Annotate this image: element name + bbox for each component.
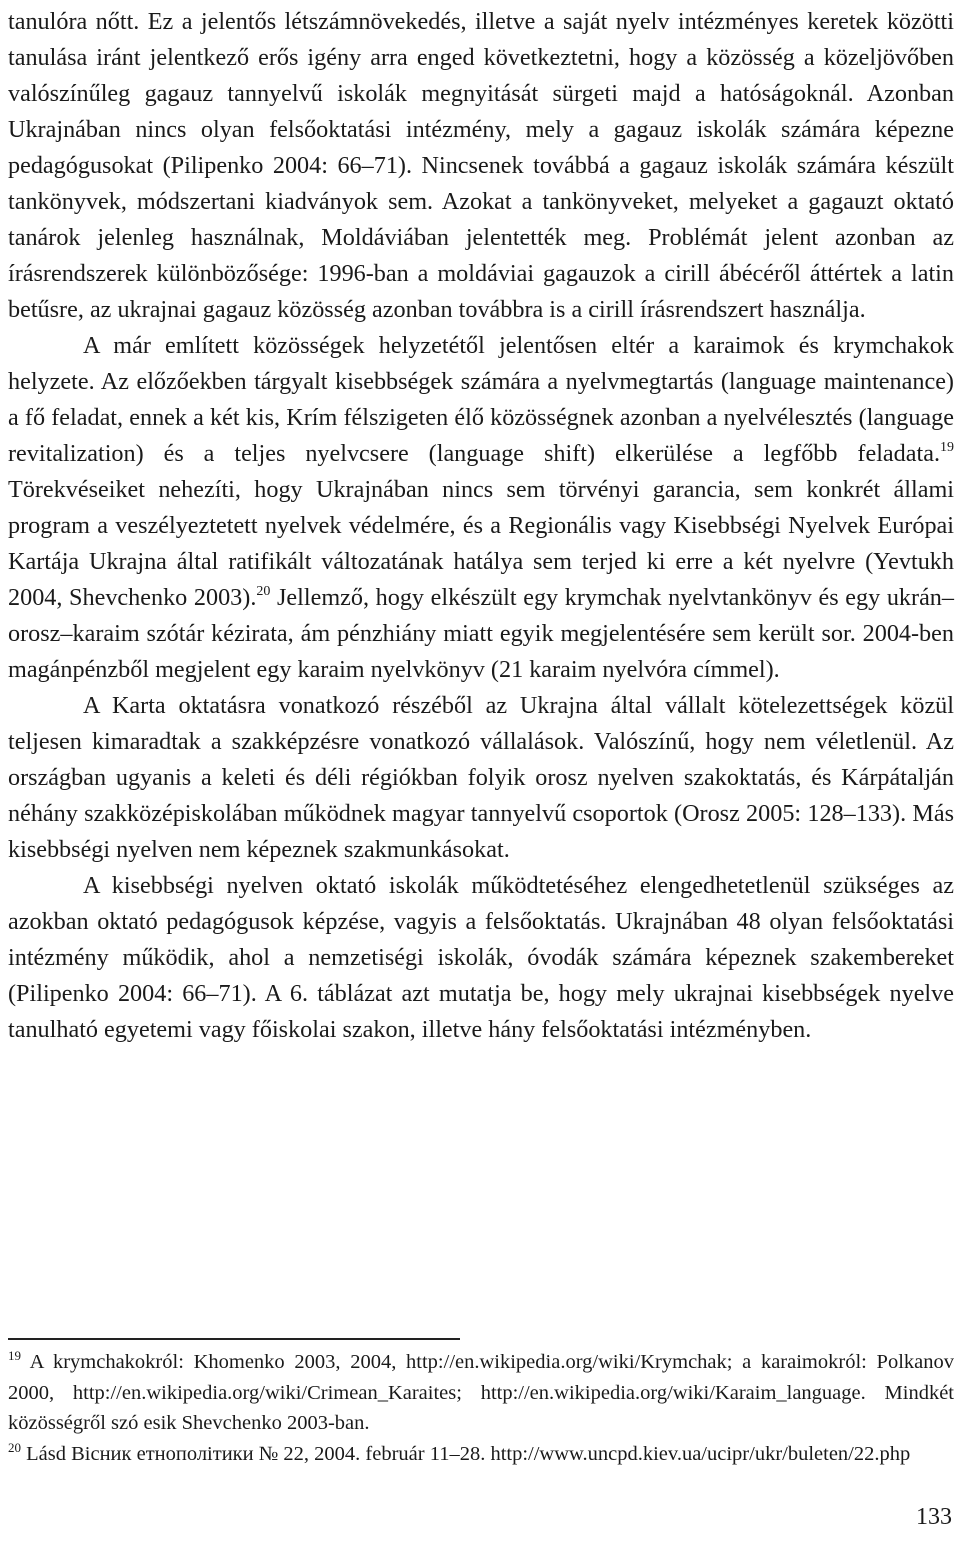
footnote-reference: 20	[256, 584, 271, 599]
footnote-number: 19	[8, 1348, 21, 1363]
footnote-reference: 19	[940, 440, 954, 455]
page-body	[8, 0, 954, 1048]
footnote-text: A krymchakokról: Khomenko 2003, 2004, http://en.wikipedia.org/wiki/Krymchak; a karaimokról: Polkanov 2000, http://en.wikipedia.org/wiki/Crimean_Karaites; http://en.wikipedia.org/wiki/Karaim_language. Mindkét közösségről szó esik Shevchenko 2003-ban.	[8, 1351, 954, 1434]
footnote	[8, 1439, 954, 1470]
footnote-text: Lásd Віcник етнополітики № 22, 2004. február 11–28. http://www.uncpd.kiev.ua/ucipr/ukr/buleten/22.php	[26, 1442, 911, 1465]
footnote	[8, 1347, 954, 1439]
page-number: 133	[916, 1504, 952, 1530]
body-paragraph: tanulóra nőtt. Ez a jelentős létszámnövekedés, illetve a saját nyelv intézményes keretek közötti tanulása iránt jelentkező erős igény arra enged következtetni, hogy a közösség a közeljövőben valószínűleg gagauz tannyelvű iskolák megnyitását sürgeti majd a hatóságoknál. Azonban Ukrajnában nincs olyan felsőoktatási intézmény, mely a gagauz iskolák számára képezne pedagógusokat (Pilipenko 2004: 66–71). Nincsenek továbbá a gagauz iskolák számára készült tankönyvek, módszertani kiadványok sem. Azokat a tankönyveket, melyeket a gagauzt oktató tanárok jelenleg használnak, Moldáviában jelentették meg. Problémát jelent azonban az írásrendszerek különbözősége: 1996-ban a moldáviai gagauzok a cirill ábécéről áttértek a latin betűsre, az ukrajnai gagauz közösség azonban továbbra is a cirill írásrendszert használja.	[8, 8, 954, 323]
footnote-separator	[8, 1338, 460, 1340]
body-paragraph: A már említett közösségek helyzetétől jelentősen eltér a karaimok és krymchakok helyzete. Az előzőekben tárgyalt kisebbségek számára a nyelvmegtartás (language maintenance) a fő feladat, ennek a két kis, Krím félszigeten élő közösségnek azonban a nyelvélesztés (language revitalization) és a teljes nyelvcsere (language shift) elkerülése a legfőbb feladata.$^{19}$ Törekvéseiket nehezíti, hogy Ukrajnában nincs sem törvényi garancia, sem konkrét állami program a veszélyeztetett nyelvek védelmére, és a Regionális vagy Kisebbségi Nyelvek Európai Kartája Ukrajna által ratifikált változatának hatálya sem terjed ki erre a két nyelvre (Yevtukh 2004, Shevchenko 2003).$^{20}$ Jellemző, hogy elkészült egy krymchak nyelvtankönyv és egy ukrán–orosz–karaim szótár kézirata, ám pénzhiány miatt egyik megjelentésére sem került sor. 2004-ben magánpénzből megjelent egy karaim nyelvkönyv (21 karaim nyelvóra címmel).	[8, 332, 954, 683]
body-paragraph: A kisebbségi nyelven oktató iskolák működtetéséhez elengedhetetlenül szükséges az azokban oktató pedagógusok képzése, vagyis a felsőoktatás. Ukrajnában 48 olyan felsőoktatási intézmény működik, ahol a nemzetiségi iskolák, óvodák számára képeznek szakembereket (Pilipenko 2004: 66–71). A 6. táblázat azt mutatja be, hogy mely ukrajnai kisebbségek nyelve tanulható egyetemi vagy főiskolai szakon, illetve hány felsőoktatási intézményben.	[8, 872, 954, 1043]
body-paragraph: A Karta oktatásra vonatkozó részéből az Ukrajna által vállalt kötelezettségek közül teljesen kimaradtak a szakképzésre vonatkozó vállalások. Valószínű, hogy nem véletlenül. Az országban ugyanis a keleti és déli régiókban folyik orosz nyelven szakoktatás, és Kárpátalján néhány szakközépiskolában működnek magyar tannyelvű csoportok (Orosz 2005: 128–133). Más kisebbségi nyelven nem képeznek szakmunkásokat.	[8, 692, 954, 863]
footnotes	[8, 1347, 954, 1469]
footnote-number: 20	[8, 1439, 21, 1455]
